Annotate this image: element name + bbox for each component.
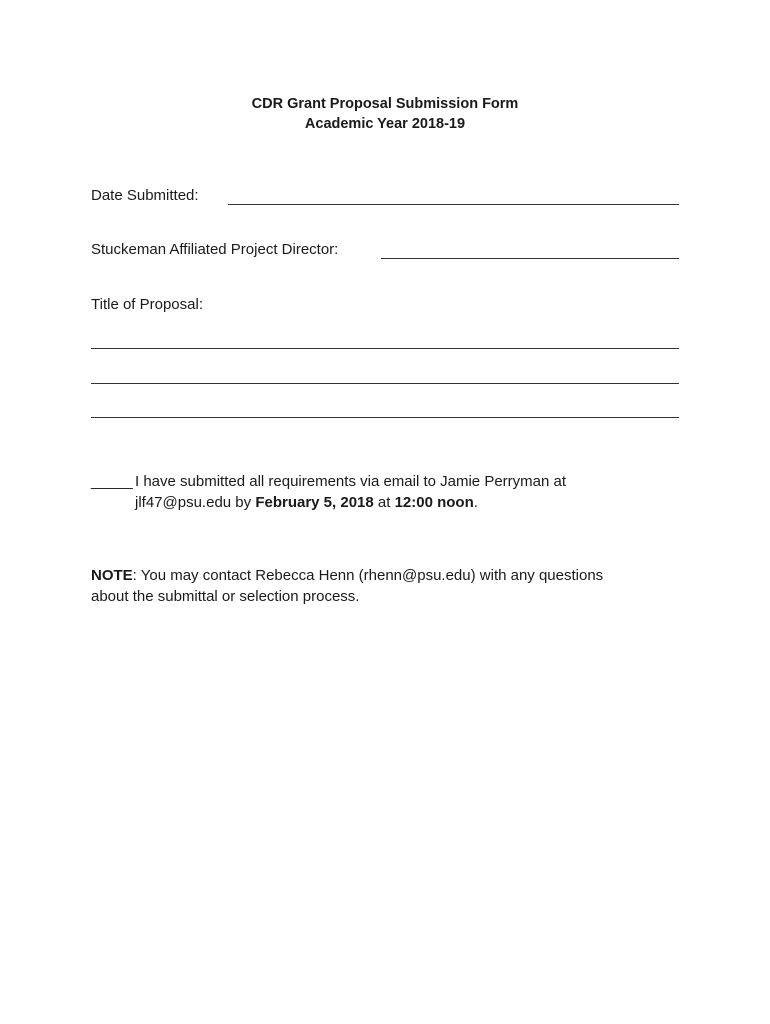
project-director-label: Stuckeman Affiliated Project Director:: [91, 241, 339, 258]
note-text-1: : You may contact Rebecca Henn (rhenn@psu.edu) with any questions: [132, 567, 604, 584]
proposal-title-label: Title of Proposal:: [91, 296, 203, 313]
date-submitted-label: Date Submitted:: [91, 187, 199, 204]
note-line-2: about the submittal or selection process.: [91, 587, 360, 605]
requirements-text-1: I have submitted all requirements via email to Jamie Perryman at: [135, 473, 567, 490]
contact-note: [91, 566, 711, 607]
form-title-line-1: CDR Grant Proposal Submission Form: [251, 96, 519, 112]
requirements-line-2: [135, 493, 695, 514]
note-label: NOTE: [91, 567, 133, 584]
proposal-title-field-line-1[interactable]: [91, 348, 679, 349]
deadline-date: February 5, 2018: [255, 493, 374, 511]
project-director-field[interactable]: [381, 258, 679, 259]
requirements-checkbox-blank[interactable]: _____: [91, 473, 133, 490]
requirements-text-3: at: [373, 493, 395, 511]
proposal-title-field-line-3[interactable]: [91, 417, 679, 418]
requirements-statement: [135, 472, 695, 513]
date-submitted-field[interactable]: [228, 204, 679, 205]
proposal-title-field-line-2[interactable]: [91, 383, 679, 384]
requirements-line-1: [135, 472, 695, 493]
requirements-text-2: jlf47@psu.edu by: [135, 493, 256, 511]
requirements-text-4: .: [473, 493, 478, 511]
form-title-line-2: Academic Year 2018-19: [304, 116, 466, 132]
form-title: [0, 94, 770, 134]
note-line-1: [91, 566, 711, 587]
deadline-time: 12:00 noon: [394, 493, 474, 511]
